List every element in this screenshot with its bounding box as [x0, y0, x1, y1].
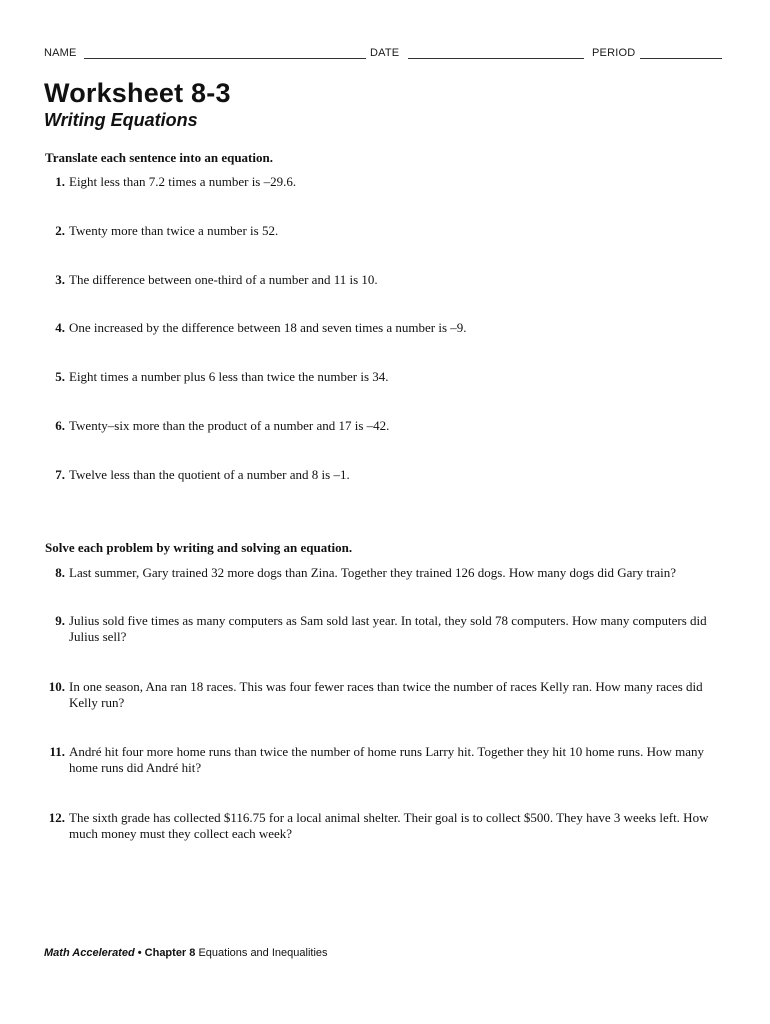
problem-text: One increased by the difference between 18 and seven times a number is –9.	[69, 320, 467, 335]
problem-number: 3.	[55, 272, 65, 287]
problem-10	[45, 679, 730, 711]
problem-5	[45, 369, 730, 385]
problem-text: Last summer, Gary trained 32 more dogs than Zina. Together they trained 126 dogs. How many dogs did Gary train?	[69, 565, 677, 580]
problem-3	[45, 272, 730, 288]
problem-text: Twenty–six more than the product of a number and 17 is –42.	[69, 418, 390, 433]
footer-chapter: Chapter 8	[144, 947, 196, 959]
problem-number: 1.	[55, 174, 65, 189]
section-heading-solve: Solve each problem by writing and solving an equation.	[45, 540, 353, 555]
name-label: NAME	[44, 47, 77, 59]
problem-number: 7.	[55, 467, 65, 482]
problem-1	[45, 174, 730, 190]
problem-number: 5.	[55, 369, 65, 384]
problem-number: 10.	[48, 679, 65, 694]
problem-11	[45, 744, 730, 776]
problem-number: 2.	[55, 223, 65, 238]
period-label: PERIOD	[592, 47, 636, 59]
problem-9	[45, 613, 730, 645]
problem-number: 9.	[55, 613, 65, 628]
footer-course: Math Accelerated	[44, 947, 135, 959]
problem-text: Eight times a number plus 6 less than twice the number is 34.	[69, 369, 389, 384]
problem-number: 8.	[55, 565, 65, 580]
problem-12	[45, 810, 730, 842]
section-heading-translate: Translate each sentence into an equation.	[45, 150, 273, 165]
problem-text: André hit four more home runs than twice the number of home runs Larry hit. Together they hit 10 home runs. How many home runs did André hit?	[69, 744, 708, 775]
problem-text: Julius sold five times as many computers as Sam sold last year. In total, they sold 78 computers. How many computers did Julius sell?	[69, 613, 710, 644]
student-info-line	[44, 46, 726, 62]
problem-text: Twelve less than the quotient of a number and 8 is –1.	[69, 467, 350, 482]
date-field[interactable]	[408, 58, 584, 59]
problem-7	[45, 467, 730, 483]
problem-6	[45, 418, 730, 434]
date-label: DATE	[370, 47, 400, 59]
page-footer	[44, 947, 328, 959]
name-field[interactable]	[84, 58, 366, 59]
problem-text: Eight less than 7.2 times a number is –29.6.	[69, 174, 297, 189]
worksheet-title: Worksheet 8-3	[44, 78, 231, 108]
problem-number: 6.	[55, 418, 65, 433]
problem-8	[45, 565, 730, 581]
period-field[interactable]	[640, 58, 722, 59]
footer-separator: •	[134, 947, 145, 959]
problem-text: The difference between one-third of a number and 11 is 10.	[69, 272, 378, 287]
problem-number: 4.	[55, 320, 65, 335]
problem-number: 11.	[49, 744, 65, 759]
footer-chapter-title: Equations and Inequalities	[195, 947, 328, 959]
worksheet-subtitle: Writing Equations	[44, 110, 198, 130]
problem-text: The sixth grade has collected $116.75 for a local animal shelter. Their goal is to collect $500. They have 3 weeks left. How much money must they collect each week?	[69, 810, 712, 841]
problem-number: 12.	[48, 810, 65, 825]
problem-text: In one season, Ana ran 18 races. This was four fewer races than twice the number of races Kelly ran. How many races did Kelly run?	[69, 679, 706, 710]
problem-2	[45, 223, 730, 239]
problem-text: Twenty more than twice a number is 52.	[69, 223, 279, 238]
problem-4	[45, 320, 730, 336]
